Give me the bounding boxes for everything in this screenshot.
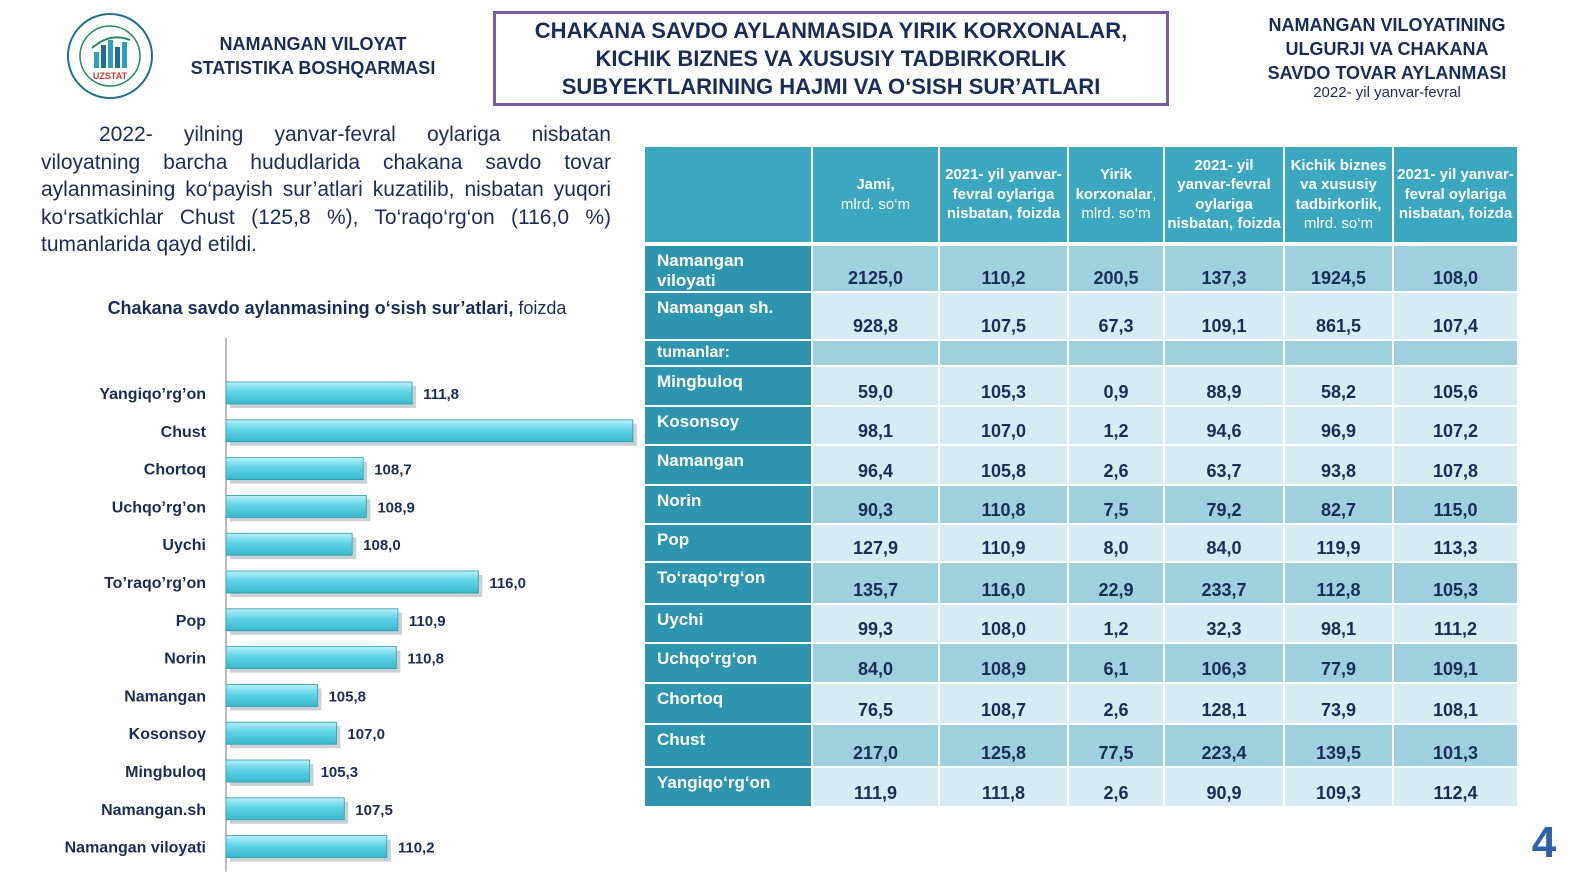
table-cell: 22,9	[1069, 563, 1165, 605]
table-cell: 8,0	[1069, 525, 1165, 563]
row-name: Namangan sh.	[645, 293, 813, 341]
data-label: 111,8	[423, 386, 459, 403]
table-cell: 108,0	[1394, 246, 1519, 293]
table-cell: 1,2	[1069, 407, 1165, 446]
header-main: 2021- yil yanvar-fevral oylariga nisbatan, foizda	[1397, 166, 1514, 223]
table-cell: 107,2	[1394, 407, 1519, 446]
table-cell: 79,2	[1165, 486, 1285, 525]
growth-bar-chart	[0, 330, 640, 870]
bar-9	[226, 684, 317, 706]
table-row	[645, 644, 1519, 684]
header-unit: , mlrd. so‘m	[1081, 185, 1157, 223]
table-cell: 32,3	[1165, 605, 1285, 644]
header-cell	[940, 147, 1069, 246]
data-label: 107,0	[347, 726, 385, 744]
uzstat-logo	[66, 12, 154, 100]
table-row	[645, 246, 1519, 293]
data-label: 108,7	[374, 461, 412, 479]
table-cell: 96,9	[1285, 407, 1394, 446]
section-title-line-3: SAVDO TOVAR AYLANMASI	[1267, 63, 1507, 83]
header-main: 2021- yil yanvar-fevral oylariga nisbatan, foizda	[945, 166, 1062, 223]
table-cell: 107,4	[1394, 293, 1519, 341]
table-cell: 96,4	[813, 446, 940, 486]
bar-13	[226, 836, 387, 858]
table-row	[645, 725, 1519, 768]
table-cell: 107,0	[940, 407, 1069, 446]
table-cell	[1069, 341, 1165, 367]
table-cell: 110,9	[940, 525, 1069, 563]
org-name	[168, 32, 458, 80]
row-name: Chortoq	[645, 684, 813, 725]
table-cell: 105,8	[940, 446, 1069, 486]
category-label: Chust	[160, 423, 206, 441]
category-label: Namangan.sh	[101, 801, 206, 819]
table-cell: 7,5	[1069, 486, 1165, 525]
table-cell: 105,6	[1394, 367, 1519, 407]
category-label: Yangiqo’rg’on	[99, 386, 206, 403]
table-cell: 93,8	[1285, 446, 1394, 486]
table-cell: 76,5	[813, 684, 940, 725]
table-cell: 127,9	[813, 525, 940, 563]
title-line-1: CHAKANA SAVDO AYLANMASIDA YIRIK KORXONALAR,	[534, 17, 1128, 43]
table-row	[645, 446, 1519, 486]
bar-4	[226, 495, 366, 517]
category-label: Uchqo’rg’on	[111, 499, 206, 517]
row-name: Yangiqo‘rg‘on	[645, 768, 813, 808]
table-row	[645, 293, 1519, 341]
section-title-line-1: NAMANGAN VILOYATINING	[1268, 15, 1506, 35]
row-name: Chust	[645, 725, 813, 768]
row-name: Namangan	[645, 446, 813, 486]
category-label: Mingbuloq	[125, 764, 206, 781]
org-line-1: NAMANGAN VILOYAT	[219, 34, 407, 54]
data-label: 107,5	[355, 801, 393, 819]
header-cell	[1394, 147, 1519, 246]
table-cell: 58,2	[1285, 367, 1394, 407]
table-cell: 105,3	[940, 367, 1069, 407]
table-cell: 233,7	[1165, 563, 1285, 605]
table-cell: 119,9	[1285, 525, 1394, 563]
table-row	[645, 768, 1519, 808]
intro-paragraph: 2022- yilning yanvar-fevral oylariga nisbatan viloyatning barcha hududlarida chakana savdo tovar aylanmasining ko‘payish sur’atlari kuzatilib, nisbatan yuqori ko‘rsatkichlar Chust (125,8 %), To‘raqo‘rg‘on (116,0 %) tumanlarida qayd etildi.	[41, 123, 611, 256]
category-label: Pop	[175, 612, 206, 630]
bar-6	[226, 571, 478, 593]
table-cell: 94,6	[1165, 407, 1285, 446]
header-main: 2021- yil yanvar-fevral oylariga nisbatan, foizda	[1167, 156, 1281, 232]
table-cell: 116,0	[940, 563, 1069, 605]
row-name: Uchqo‘rg‘on	[645, 644, 813, 684]
period-label: 2022- yil yanvar-fevral	[1313, 84, 1461, 101]
table-cell: 82,7	[1285, 486, 1394, 525]
table-cell: 1924,5	[1285, 246, 1394, 293]
table-row	[645, 563, 1519, 605]
data-label: 110,9	[408, 612, 446, 630]
table-cell: 112,8	[1285, 563, 1394, 605]
table-cell: 861,5	[1285, 293, 1394, 341]
table-cell: 98,1	[813, 407, 940, 446]
category-label: Chortoq	[143, 461, 206, 479]
row-name: Kosonsoy	[645, 407, 813, 446]
row-name: Pop	[645, 525, 813, 563]
category-label: Namangan	[124, 688, 206, 706]
data-label: 108,9	[377, 499, 415, 517]
table-cell: 128,1	[1165, 684, 1285, 725]
table-cell: 928,8	[813, 293, 940, 341]
table-row	[645, 367, 1519, 407]
data-label: 105,3	[320, 764, 359, 781]
table-cell: 90,3	[813, 486, 940, 525]
header-cell	[1069, 147, 1165, 246]
table-cell: 101,3	[1394, 725, 1519, 768]
header-cell	[1285, 147, 1394, 246]
table-cell: 111,8	[940, 768, 1069, 808]
category-label: Norin	[164, 650, 206, 668]
table-cell	[940, 341, 1069, 367]
table-cell: 108,0	[940, 605, 1069, 644]
table-cell: 0,9	[1069, 367, 1165, 407]
table-cell: 84,0	[1165, 525, 1285, 563]
logo-label: UZSTAT	[92, 71, 128, 81]
title-line-3: SUBYEKTLARINING HAJMI VA O‘SISH SUR’ATLARI	[561, 73, 1101, 99]
page-title	[493, 11, 1169, 106]
category-label: Kosonsoy	[128, 726, 206, 744]
table-cell: 84,0	[813, 644, 940, 684]
header-unit: mlrd. so‘m	[840, 195, 911, 213]
chart-title-main: Chakana savdo aylanmasining o‘sish sur’atlari,	[107, 298, 514, 318]
header-cell	[1165, 147, 1285, 246]
chart-title	[40, 298, 634, 319]
row-name: Namangan viloyati	[645, 246, 813, 293]
table-cell: 110,2	[940, 246, 1069, 293]
table-cell: 2125,0	[813, 246, 940, 293]
section-row	[645, 341, 1519, 367]
bar-8	[226, 647, 396, 669]
table-row	[645, 525, 1519, 563]
bar-2	[226, 420, 633, 442]
section-title	[1228, 13, 1546, 85]
row-name: To‘raqo‘rg‘on	[645, 563, 813, 605]
section-title-line-2: ULGURJI VA CHAKANA	[1285, 39, 1489, 59]
table-cell: 73,9	[1285, 684, 1394, 725]
table-cell: 139,5	[1285, 725, 1394, 768]
table-cell: 106,3	[1165, 644, 1285, 684]
table-cell: 2,6	[1069, 684, 1165, 725]
data-label: 108,0	[363, 537, 401, 555]
table-cell: 90,9	[1165, 768, 1285, 808]
data-label: 110,8	[407, 650, 445, 668]
table-cell: 88,9	[1165, 367, 1285, 407]
table-cell: 107,8	[1394, 446, 1519, 486]
table-cell: 98,1	[1285, 605, 1394, 644]
header-cell	[813, 147, 940, 246]
table-row	[645, 684, 1519, 725]
bar-1	[226, 382, 412, 404]
bar-7	[226, 609, 398, 631]
table-cell: 108,9	[940, 644, 1069, 684]
retail-table	[645, 147, 1519, 808]
bar-12	[226, 798, 344, 820]
table-cell: 125,8	[940, 725, 1069, 768]
row-name: Mingbuloq	[645, 367, 813, 407]
table-cell	[813, 341, 940, 367]
table-cell: 223,4	[1165, 725, 1285, 768]
table-cell: 109,1	[1394, 644, 1519, 684]
table-cell: 112,4	[1394, 768, 1519, 808]
table-cell: 217,0	[813, 725, 940, 768]
table-header-row	[645, 147, 1519, 246]
table-row	[645, 407, 1519, 446]
header-main: Kichik biznes va xususiy tadbirkorlik,	[1290, 156, 1387, 213]
table-cell: 63,7	[1165, 446, 1285, 486]
row-name: tumanlar:	[645, 341, 813, 367]
header-main: Yirik korxonalar	[1075, 166, 1153, 203]
table-cell: 108,1	[1394, 684, 1519, 725]
category-label: Uychi	[162, 537, 206, 555]
title-line-2: KICHIK BIZNES VA XUSUSIY TADBIRKORLIK	[595, 45, 1067, 71]
table-cell: 77,9	[1285, 644, 1394, 684]
table-cell: 110,8	[940, 486, 1069, 525]
table-cell	[1394, 341, 1519, 367]
header-cell-blank	[645, 147, 813, 246]
table-cell: 108,7	[940, 684, 1069, 725]
table-cell: 67,3	[1069, 293, 1165, 341]
table-cell: 99,3	[813, 605, 940, 644]
table-cell: 105,3	[1394, 563, 1519, 605]
table-cell	[1165, 341, 1285, 367]
chart-title-unit: foizda	[513, 298, 567, 318]
row-name: Uychi	[645, 605, 813, 644]
page-number: 4	[1531, 818, 1557, 867]
data-label: 110,2	[397, 839, 435, 857]
header-main: Jami,	[856, 176, 895, 193]
table-cell: 111,9	[813, 768, 940, 808]
table-cell: 2,6	[1069, 768, 1165, 808]
table-cell	[1285, 341, 1394, 367]
table-row	[645, 605, 1519, 644]
table-cell: 59,0	[813, 367, 940, 407]
table-cell: 137,3	[1165, 246, 1285, 293]
row-name: Norin	[645, 486, 813, 525]
table-cell: 107,5	[940, 293, 1069, 341]
table-cell: 115,0	[1394, 486, 1519, 525]
bar-3	[226, 458, 363, 480]
table-cell: 109,3	[1285, 768, 1394, 808]
table-cell: 109,1	[1165, 293, 1285, 341]
table-cell: 6,1	[1069, 644, 1165, 684]
bar-10	[226, 722, 336, 744]
table-cell: 113,3	[1394, 525, 1519, 563]
bar-11	[226, 760, 310, 782]
table-cell: 2,6	[1069, 446, 1165, 486]
data-label: 116,0	[489, 575, 527, 592]
table-cell: 111,2	[1394, 605, 1519, 644]
category-label: Namangan viloyati	[64, 839, 206, 857]
table-row	[645, 486, 1519, 525]
category-label: To’raqo’rg’on	[104, 575, 206, 592]
header-unit: mlrd. so‘m	[1303, 215, 1374, 232]
table-cell: 1,2	[1069, 605, 1165, 644]
table-cell: 135,7	[813, 563, 940, 605]
org-line-2: STATISTIKA BOSHQARMASI	[190, 58, 436, 78]
table-cell: 200,5	[1069, 246, 1165, 293]
bar-5	[226, 533, 352, 555]
table-cell: 77,5	[1069, 725, 1165, 768]
data-label: 105,8	[328, 688, 367, 706]
